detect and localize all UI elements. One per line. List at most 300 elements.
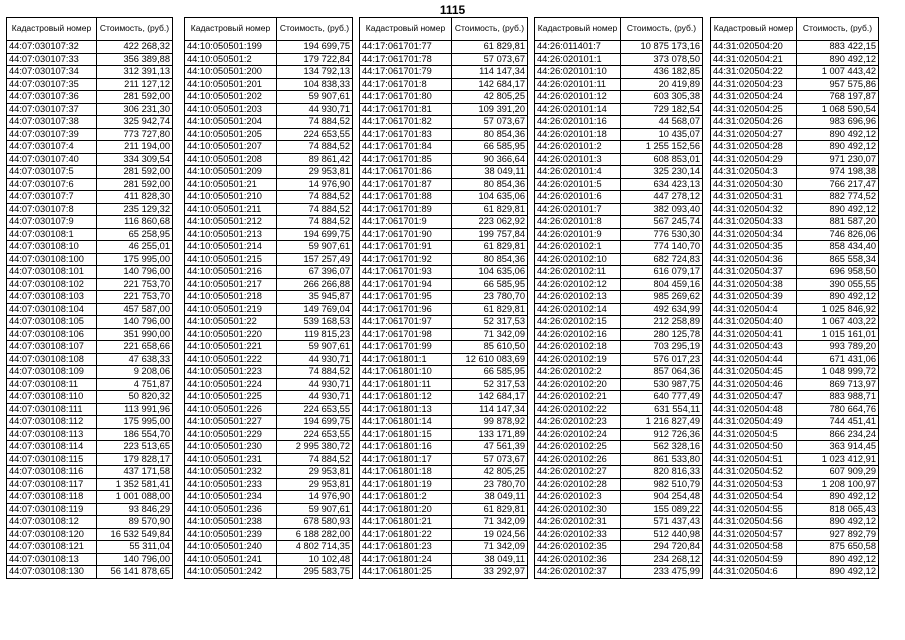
table-row (360, 516, 528, 529)
cadastral-number: 44:26:020102:18 (535, 341, 621, 354)
cost-value: 294 720,84 (621, 541, 703, 554)
cadastral-number: 44:07:030107:35 (7, 78, 97, 91)
cost-value: 71 342,09 (452, 516, 528, 529)
cost-value: 104 635,06 (452, 191, 528, 204)
cadastral-number: 44:07:030107:8 (7, 203, 97, 216)
cadastral-number: 44:07:030108:121 (7, 541, 97, 554)
cost-value: 42 805,25 (452, 466, 528, 479)
table-row (360, 291, 528, 304)
cost-value: 89 570,90 (97, 516, 173, 529)
table-row (711, 78, 879, 91)
cost-value: 99 878,92 (452, 416, 528, 429)
cost-value: 890 492,12 (797, 491, 879, 504)
table-row (535, 366, 703, 379)
cost-value: 20 419,89 (621, 78, 703, 91)
table-row (360, 391, 528, 404)
table-row (7, 366, 173, 379)
table-row (711, 66, 879, 79)
table-row (185, 191, 353, 204)
table-row (7, 303, 173, 316)
table-row (360, 528, 528, 541)
cadastral-number: 44:31:020504:54 (711, 491, 797, 504)
cost-value: 155 089,22 (621, 503, 703, 516)
table-row (7, 466, 173, 479)
table-row (535, 316, 703, 329)
table-row (185, 478, 353, 491)
table-row (360, 566, 528, 579)
cost-value: 671 431,06 (797, 353, 879, 366)
table-row (711, 191, 879, 204)
cost-value: 71 342,09 (452, 541, 528, 554)
cost-value: 186 554,70 (97, 428, 173, 441)
cost-value: 363 914,45 (797, 441, 879, 454)
cost-value: 134 792,13 (277, 66, 353, 79)
cadastral-number: 44:17:061701:89 (360, 203, 452, 216)
cadastral-number: 44:07:030108:104 (7, 303, 97, 316)
table-row (360, 141, 528, 154)
cadastral-number: 44:17:061701:77 (360, 41, 452, 54)
cadastral-number: 44:17:061701:84 (360, 141, 452, 154)
cadastral-number: 44:31:020504:55 (711, 503, 797, 516)
table-row (185, 541, 353, 554)
cost-value: 10 102,48 (277, 553, 353, 566)
cadastral-number: 44:10:050501:218 (185, 291, 277, 304)
cadastral-number: 44:07:030108:107 (7, 341, 97, 354)
table-row (535, 503, 703, 516)
table-row (535, 403, 703, 416)
table-row (7, 441, 173, 454)
cadastral-number: 44:17:061801:25 (360, 566, 452, 579)
cost-value: 607 909,29 (797, 466, 879, 479)
cadastral-number: 44:10:050501:2 (185, 53, 277, 66)
table-row (535, 91, 703, 104)
cost-value: 199 757,84 (452, 228, 528, 241)
table-row (711, 478, 879, 491)
cost-value: 14 976,90 (277, 491, 353, 504)
cadastral-number: 44:17:061701:85 (360, 153, 452, 166)
cost-value: 866 234,24 (797, 428, 879, 441)
cost-value: 116 860,68 (97, 216, 173, 229)
table-row (711, 153, 879, 166)
cadastral-number: 44:26:020102:35 (535, 541, 621, 554)
table-row (185, 491, 353, 504)
cost-value: 904 254,48 (621, 491, 703, 504)
cadastral-number: 44:07:030107:36 (7, 91, 97, 104)
cadastral-number: 44:31:020504:51 (711, 453, 797, 466)
cadastral-number: 44:07:030108:116 (7, 466, 97, 479)
cadastral-number: 44:31:020504:53 (711, 478, 797, 491)
table-row (360, 366, 528, 379)
table-row (7, 353, 173, 366)
table-row (7, 416, 173, 429)
table-row (711, 516, 879, 529)
cadastral-number: 44:07:030107:6 (7, 178, 97, 191)
cadastral-number: 44:07:030108:10 (7, 241, 97, 254)
cadastral-number: 44:26:020101:4 (535, 166, 621, 179)
table-row (185, 166, 353, 179)
cost-value: 52 317,53 (452, 378, 528, 391)
cadastral-number: 44:26:020101:12 (535, 91, 621, 104)
cost-value: 33 292,97 (452, 566, 528, 579)
cost-value: 104 635,06 (452, 266, 528, 279)
table-row (185, 316, 353, 329)
table-row (360, 41, 528, 54)
table-row (711, 228, 879, 241)
cadastral-number: 44:07:030108:119 (7, 503, 97, 516)
cadastral-number: 44:17:061701:9 (360, 216, 452, 229)
cost-value: 119 815,23 (277, 328, 353, 341)
table-row (711, 91, 879, 104)
cost-value: 746 826,06 (797, 228, 879, 241)
cadastral-number: 44:26:020102:12 (535, 278, 621, 291)
cost-value: 539 168,53 (277, 316, 353, 329)
table-row (711, 353, 879, 366)
cadastral-number: 44:17:061701:94 (360, 278, 452, 291)
cadastral-number: 44:31:020504:45 (711, 366, 797, 379)
table-row (711, 416, 879, 429)
table-row (185, 153, 353, 166)
table-row (185, 216, 353, 229)
cost-value: 44 568,07 (621, 116, 703, 129)
cost-value: 61 829,81 (452, 241, 528, 254)
cost-value: 682 724,83 (621, 253, 703, 266)
cost-value: 46 255,01 (97, 241, 173, 254)
table-row (360, 78, 528, 91)
cost-value: 295 583,75 (277, 566, 353, 579)
table-row (711, 466, 879, 479)
table-row (185, 553, 353, 566)
table-row (360, 478, 528, 491)
cost-value: 4 802 714,35 (277, 541, 353, 554)
cost-value: 29 953,81 (277, 478, 353, 491)
cost-value: 312 391,13 (97, 66, 173, 79)
cadastral-number: 44:10:050501:240 (185, 541, 277, 554)
table-header-row (360, 18, 528, 41)
cadastral-number: 44:07:030108:117 (7, 478, 97, 491)
cost-value: 982 510,79 (621, 478, 703, 491)
table-row (535, 428, 703, 441)
cost-value: 562 328,16 (621, 441, 703, 454)
table-row (711, 216, 879, 229)
table-row (535, 341, 703, 354)
table-row (185, 466, 353, 479)
table-row (7, 278, 173, 291)
cost-value: 883 422,15 (797, 41, 879, 54)
cadastral-number: 44:07:030107:40 (7, 153, 97, 166)
cadastral-number: 44:17:061801:17 (360, 453, 452, 466)
cost-value: 890 492,12 (797, 566, 879, 579)
table-row (185, 78, 353, 91)
table-row (535, 128, 703, 141)
cost-value: 334 309,54 (97, 153, 173, 166)
cost-value: 224 653,55 (277, 403, 353, 416)
cadastral-number: 44:31:020504:31 (711, 191, 797, 204)
table-row (711, 303, 879, 316)
cost-value: 61 829,81 (452, 303, 528, 316)
cost-value: 179 722,84 (277, 53, 353, 66)
cost-value: 74 884,52 (277, 366, 353, 379)
table-row (185, 366, 353, 379)
cadastral-number: 44:10:050501:219 (185, 303, 277, 316)
cost-value: 14 976,90 (277, 178, 353, 191)
table-row (535, 278, 703, 291)
table-row (535, 141, 703, 154)
cadastral-number: 44:26:020102:26 (535, 453, 621, 466)
table-row (535, 41, 703, 54)
cost-value: 1 255 152,56 (621, 141, 703, 154)
cost-value: 890 492,12 (797, 128, 879, 141)
cadastral-number: 44:10:050501:207 (185, 141, 277, 154)
cost-table (6, 17, 173, 579)
table-row (7, 66, 173, 79)
cost-value: 16 532 549,84 (97, 528, 173, 541)
cost-value: 142 684,17 (452, 78, 528, 91)
cadastral-number: 44:17:061701:81 (360, 103, 452, 116)
cadastral-number: 44:07:030108:106 (7, 328, 97, 341)
cost-value: 437 171,58 (97, 466, 173, 479)
cost-value: 65 258,95 (97, 228, 173, 241)
cost-value: 530 987,75 (621, 378, 703, 391)
cadastral-number: 44:26:020102:23 (535, 416, 621, 429)
cost-value: 80 854,36 (452, 253, 528, 266)
cadastral-number: 44:31:020504:38 (711, 278, 797, 291)
cadastral-number: 44:31:020504:6 (711, 566, 797, 579)
cost-value: 9 208,06 (97, 366, 173, 379)
cost-value: 194 699,75 (277, 41, 353, 54)
cost-value: 436 182,85 (621, 66, 703, 79)
table-row (7, 141, 173, 154)
cadastral-number: 44:31:020504:44 (711, 353, 797, 366)
table-row (711, 116, 879, 129)
table-row (360, 378, 528, 391)
cost-value: 266 266,88 (277, 278, 353, 291)
cadastral-number: 44:17:061701:91 (360, 241, 452, 254)
table-row (185, 303, 353, 316)
table-row (7, 566, 173, 579)
cost-value: 890 492,12 (797, 291, 879, 304)
cadastral-number: 44:10:050501:230 (185, 441, 277, 454)
cost-value: 780 664,76 (797, 403, 879, 416)
cadastral-number: 44:26:020102:14 (535, 303, 621, 316)
cost-value: 74 884,52 (277, 453, 353, 466)
cost-value: 1 216 827,49 (621, 416, 703, 429)
cost-value: 447 278,12 (621, 191, 703, 204)
cadastral-number-header: Кадастровый номер (711, 18, 797, 41)
cadastral-number: 44:31:020504:58 (711, 541, 797, 554)
cadastral-number: 44:26:020101:14 (535, 103, 621, 116)
cadastral-number: 44:31:020504:32 (711, 203, 797, 216)
cost-value: 774 140,70 (621, 241, 703, 254)
table-row (7, 341, 173, 354)
cadastral-number-header: Кадастровый номер (185, 18, 277, 41)
cost-value: 140 796,00 (97, 316, 173, 329)
table-row (535, 466, 703, 479)
table-row (711, 278, 879, 291)
cadastral-number: 44:31:020504:34 (711, 228, 797, 241)
cost-value: 23 780,70 (452, 291, 528, 304)
table-row (535, 566, 703, 579)
cost-value: 221 753,70 (97, 291, 173, 304)
cost-value: 194 699,75 (277, 416, 353, 429)
table-row (711, 203, 879, 216)
table-row (711, 316, 879, 329)
cadastral-number: 44:10:050501:204 (185, 116, 277, 129)
cost-value: 38 049,11 (452, 491, 528, 504)
cost-value: 608 853,01 (621, 153, 703, 166)
cost-value: 351 990,00 (97, 328, 173, 341)
table-row (360, 353, 528, 366)
cadastral-number: 44:10:050501:221 (185, 341, 277, 354)
table-row (185, 66, 353, 79)
cadastral-number: 44:07:030108:118 (7, 491, 97, 504)
cadastral-number: 44:17:061701:82 (360, 116, 452, 129)
cadastral-number: 44:17:061801:2 (360, 491, 452, 504)
cadastral-number: 44:31:020504:21 (711, 53, 797, 66)
cost-value: 61 829,81 (452, 503, 528, 516)
cadastral-number: 44:17:061701:87 (360, 178, 452, 191)
cost-value: 776 530,30 (621, 228, 703, 241)
table-row (360, 266, 528, 279)
table-row (7, 291, 173, 304)
table-row (360, 253, 528, 266)
cadastral-number: 44:10:050501:220 (185, 328, 277, 341)
table-row (185, 103, 353, 116)
cost-value: 80 854,36 (452, 128, 528, 141)
cadastral-number: 44:07:030107:37 (7, 103, 97, 116)
cost-value: 47 638,33 (97, 353, 173, 366)
cost-value: 1 025 846,92 (797, 303, 879, 316)
cost-value: 1 067 403,22 (797, 316, 879, 329)
cost-value: 66 585,95 (452, 278, 528, 291)
table-row (7, 228, 173, 241)
cost-value: 890 492,12 (797, 553, 879, 566)
cadastral-number: 44:26:020102:22 (535, 403, 621, 416)
cost-value: 890 492,12 (797, 53, 879, 66)
cost-table (359, 17, 528, 579)
table-header-row (711, 18, 879, 41)
table-row (535, 328, 703, 341)
table-row (360, 191, 528, 204)
cost-value: 820 816,33 (621, 466, 703, 479)
table-row (711, 503, 879, 516)
table-row (535, 553, 703, 566)
table-row (185, 566, 353, 579)
cadastral-number: 44:26:020101:11 (535, 78, 621, 91)
cadastral-number: 44:10:050501:222 (185, 353, 277, 366)
cost-value: 993 789,20 (797, 341, 879, 354)
cost-value: 61 829,81 (452, 41, 528, 54)
table-row (711, 366, 879, 379)
cadastral-number: 44:10:050501:202 (185, 91, 277, 104)
table-row (535, 303, 703, 316)
cadastral-number: 44:10:050501:209 (185, 166, 277, 179)
cadastral-number: 44:07:030108:111 (7, 403, 97, 416)
table-row (535, 78, 703, 91)
cost-value: 971 230,07 (797, 153, 879, 166)
table-row (185, 503, 353, 516)
cost-value: 766 217,47 (797, 178, 879, 191)
cost-value: 818 065,43 (797, 503, 879, 516)
table-row (185, 453, 353, 466)
cadastral-number: 44:26:020102:31 (535, 516, 621, 529)
cadastral-number: 44:31:020504:57 (711, 528, 797, 541)
table-row (360, 541, 528, 554)
cadastral-number: 44:31:020504:23 (711, 78, 797, 91)
cadastral-number: 44:26:020101:7 (535, 203, 621, 216)
cost-value: 1 068 590,54 (797, 103, 879, 116)
cadastral-number: 44:10:050501:200 (185, 66, 277, 79)
cost-value: 42 805,25 (452, 91, 528, 104)
cost-value: 56 141 878,65 (97, 566, 173, 579)
table-row (7, 316, 173, 329)
cost-table (534, 17, 703, 579)
cadastral-number: 44:17:061801:14 (360, 416, 452, 429)
cadastral-number: 44:17:061801:21 (360, 516, 452, 529)
table-row (711, 291, 879, 304)
table-row (711, 428, 879, 441)
cost-value: 23 780,70 (452, 478, 528, 491)
cost-value: 175 995,00 (97, 253, 173, 266)
cost-value: 59 907,61 (277, 341, 353, 354)
cadastral-number: 44:17:061701:97 (360, 316, 452, 329)
table-row (7, 541, 173, 554)
table-row (360, 328, 528, 341)
table-row (711, 128, 879, 141)
cost-value: 221 753,70 (97, 278, 173, 291)
cadastral-number: 44:10:050501:214 (185, 241, 277, 254)
table-row (360, 103, 528, 116)
cost-value: 157 257,49 (277, 253, 353, 266)
table-row (7, 216, 173, 229)
cadastral-number: 44:10:050501:241 (185, 553, 277, 566)
cadastral-number: 44:31:020504:49 (711, 416, 797, 429)
table-row (360, 453, 528, 466)
cost-value: 974 198,38 (797, 166, 879, 179)
cost-value: 804 459,16 (621, 278, 703, 291)
table-row (7, 103, 173, 116)
cost-value: 223 062,92 (452, 216, 528, 229)
cost-header: Стоимость, (руб.) (277, 18, 353, 41)
cadastral-number: 44:17:061801:15 (360, 428, 452, 441)
table-row (185, 53, 353, 66)
cadastral-number: 44:26:020102:28 (535, 478, 621, 491)
table-row (711, 528, 879, 541)
cost-value: 44 930,71 (277, 353, 353, 366)
table-row (7, 428, 173, 441)
cadastral-number: 44:26:020102:16 (535, 328, 621, 341)
cost-value: 422 268,32 (97, 41, 173, 54)
cadastral-number: 44:26:020101:16 (535, 116, 621, 129)
cadastral-number: 44:26:020101:9 (535, 228, 621, 241)
table-row (711, 453, 879, 466)
cost-value: 179 828,17 (97, 453, 173, 466)
table-row (535, 478, 703, 491)
cost-value: 74 884,52 (277, 116, 353, 129)
table-row (360, 428, 528, 441)
cost-value: 411 828,30 (97, 191, 173, 204)
table-row (185, 228, 353, 241)
cost-value: 235 129,32 (97, 203, 173, 216)
cadastral-number: 44:26:020101:2 (535, 141, 621, 154)
cadastral-number-header: Кадастровый номер (360, 18, 452, 41)
cost-value: 696 958,50 (797, 266, 879, 279)
cadastral-number: 44:07:030108:120 (7, 528, 97, 541)
table-row (360, 466, 528, 479)
cadastral-number: 44:26:020101:8 (535, 216, 621, 229)
cost-value: 325 942,74 (97, 116, 173, 129)
cost-value: 74 884,52 (277, 141, 353, 154)
cadastral-number: 44:17:061801:16 (360, 441, 452, 454)
